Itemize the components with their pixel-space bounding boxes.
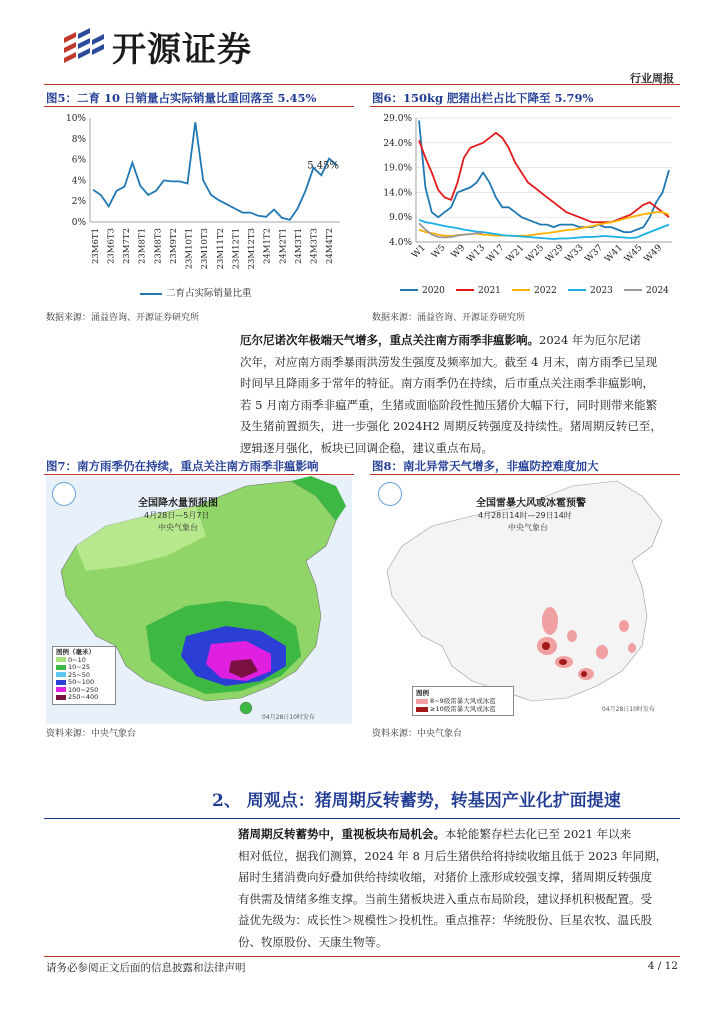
x-tick-label: W49	[642, 243, 665, 265]
x-tick-label: 23M8T3	[153, 228, 164, 265]
fig8-title-rule	[370, 474, 680, 475]
y-tick-label: 19.0%	[383, 163, 412, 174]
y-tick-label: 9.0%	[389, 213, 412, 224]
fig6-legend-label: 2020	[422, 286, 445, 296]
series-line-二育占实际销量比重	[93, 122, 337, 220]
legend-swatch	[416, 699, 428, 704]
x-tick-label: W29	[544, 243, 566, 265]
header-divider	[44, 84, 680, 85]
legend-swatch	[416, 707, 428, 712]
fig6-source: 数据来源：涌益咨询、开源证券研究所	[372, 313, 526, 323]
x-tick-label: 23M8T1	[137, 228, 148, 265]
report-type: 行业周报	[630, 72, 674, 85]
x-tick-label: 23M11T2	[215, 228, 226, 270]
legend-label: 8~9级雷暴大风或冰雹	[430, 697, 496, 705]
x-tick-label: W37	[583, 243, 606, 265]
fig7-map-title: 全国降水量预报图	[138, 498, 218, 509]
footer-disclaimer: 请务必参阅正文后面的信息披露和法律声明	[46, 962, 246, 974]
paragraph-line: 益优先级为：成长性＞规模性＞投机性。重点推荐：华统股份、巨星农牧、温氏股	[238, 913, 652, 928]
x-tick-label: 23M12T1	[231, 228, 242, 270]
y-tick-label: 4%	[71, 176, 86, 187]
fig7-legend-title: 图例（毫米）	[56, 648, 95, 656]
fig8-map-legend	[412, 686, 514, 716]
x-tick-label: 24M3T1	[293, 228, 304, 265]
x-tick-label: 24M4T2	[325, 228, 336, 265]
y-tick-label: 24.0%	[383, 138, 412, 149]
x-tick-label: W5	[429, 243, 448, 261]
x-tick-label: 23M7T2	[122, 228, 133, 265]
paragraph-line: 次年，对应南方雨季暴雨洪涝发生强度及频率加大。截至 4 月末，南方雨季已呈现	[240, 354, 658, 369]
x-tick-label: 23M6T3	[106, 228, 117, 265]
paragraph-line: 时间早且降雨多于常年的特征。南方雨季仍在持续，后市重点关注雨季非瘟影响，	[240, 376, 654, 391]
y-tick-label: 2%	[71, 197, 86, 208]
paragraph-line: 本轮能繁存栏去化已至 2021 年以来	[445, 827, 632, 841]
x-tick-label: W21	[504, 243, 527, 265]
fig7-title-rule	[44, 474, 354, 475]
x-tick-label: 24M3T3	[309, 228, 320, 265]
legend-swatch	[56, 665, 66, 670]
legend-label: 250~400	[68, 693, 99, 701]
footer-divider	[44, 956, 680, 957]
x-tick-label: W9	[449, 243, 468, 261]
x-tick-label: 23M10T3	[200, 228, 211, 270]
fig8-legend-title: 图例	[416, 689, 429, 697]
company-logo	[60, 24, 106, 64]
fig7-map-legend	[52, 646, 116, 705]
x-tick-label: 23M10T1	[184, 228, 195, 270]
fig6-title: 图6：150kg 肥猪出栏占比下降至 5.79%	[372, 91, 594, 105]
fig6-legend-label: 2024	[646, 286, 669, 296]
fig6-legend-label: 2022	[534, 286, 557, 296]
legend-label: ≥10级雷暴大风或冰雹	[430, 705, 496, 713]
y-tick-label: 0%	[71, 218, 86, 228]
paragraph-line: 相对低位，据我们测算，2024 年 8 月后生猪供给将持续收缩且低于 2023 年同期，	[238, 848, 668, 863]
fig8-source: 资料来源：中央气象台	[372, 729, 463, 739]
x-tick-label: 23M6T1	[90, 228, 101, 265]
fig6-title-rule	[370, 106, 680, 107]
paragraph-line: 份、牧原股份、天康生物等。	[238, 934, 388, 949]
x-tick-label: W45	[622, 243, 645, 265]
series-line-2021	[419, 133, 669, 222]
fig6-legend-label: 2021	[478, 286, 501, 296]
fig5-title-rule	[44, 106, 354, 107]
legend-label: 25~50	[68, 670, 90, 679]
paragraph-line: 有供需及情绪多维支撑。当前生猪板块进入重点布局阶段，建议择机积极配置。受	[238, 891, 652, 906]
series-line-2020	[419, 121, 669, 233]
fig6-line-chart	[370, 108, 682, 304]
fig5-legend	[140, 285, 252, 299]
legend-swatch	[56, 657, 66, 662]
y-tick-label: 14.0%	[383, 188, 412, 199]
fig5-line-chart	[44, 108, 356, 304]
legend-swatch	[56, 680, 66, 685]
paragraph-el-nino	[240, 330, 680, 460]
legend-swatch	[56, 695, 66, 700]
x-tick-label: W17	[485, 243, 507, 265]
company-name: 开源证券	[112, 30, 252, 70]
paragraph-pig-cycle	[46, 824, 680, 954]
legend-label: 0~10	[68, 655, 86, 664]
paragraph-line: 届时生猪消费向好叠加供给持续收缩，对猪价上涨形成较强支撑，猪周期反转强度	[238, 870, 652, 885]
fig5-source: 数据来源：涌益咨询、开源证券研究所	[46, 313, 200, 323]
y-tick-label: 10%	[65, 114, 86, 124]
section-title: 2、 周观点：猪周期反转蓄势，转基因产业化扩面提速	[212, 791, 621, 811]
fig6-legend-label: 2023	[590, 286, 613, 296]
y-tick-label: 8%	[71, 134, 86, 145]
fig8-map-date: 4月28日14时—29日14时	[478, 511, 572, 520]
x-tick-label: W25	[524, 243, 547, 265]
paragraph-lead: 厄尔尼诺次年极端天气增多，重点关注南方雨季非瘟影响。	[240, 333, 539, 347]
fig7-title: 图7：南方雨季仍在持续，重点关注南方雨季非瘟影响	[46, 459, 319, 473]
fig7-map-org: 中央气象台	[158, 523, 198, 532]
x-tick-label: W13	[465, 243, 488, 265]
fig5-annotation: 5.45%	[307, 160, 339, 172]
x-tick-label: W33	[563, 243, 586, 265]
paragraph-line: 2024 年为厄尔尼诺	[539, 333, 641, 347]
legend-swatch	[56, 687, 66, 692]
legend-item	[416, 697, 510, 705]
fig7-source: 资料来源：中央气象台	[46, 729, 137, 739]
fig8-map	[372, 476, 678, 724]
fig5-legend-swatch	[140, 293, 162, 295]
legend-item	[56, 694, 112, 702]
y-tick-label: 4.0%	[389, 238, 412, 248]
fig8-map-stamp: 04月28日10时发布	[602, 706, 655, 713]
legend-item	[416, 705, 510, 713]
paragraph-line: 若 5 月南方雨季非瘟严重，生猪或面临阶段性抛压猪价大幅下行，同时則带来能繁	[240, 397, 658, 412]
paragraph-lead: 猪周期反转蓄势中，重视板块布局机会。	[238, 827, 445, 841]
section-divider	[44, 818, 680, 819]
paragraph-line: 及生猪前置损失，进一步强化 2024H2 周期反转强度及持续性。猪周期反转已至，	[240, 419, 662, 434]
y-tick-label: 6%	[71, 155, 86, 166]
legend-label: 100~250	[68, 685, 99, 694]
fig7-map-stamp: 04月28日10时发布	[262, 714, 315, 721]
fig8-map-title: 全国雷暴大风或冰雹预警	[476, 498, 586, 509]
fig8-logo-icon	[378, 482, 402, 506]
x-tick-label: 24M2T1	[278, 228, 289, 265]
legend-label: 50~100	[68, 678, 95, 686]
fig8-title: 图8：南北异常天气增多，非瘟防控难度加大	[372, 459, 599, 473]
x-tick-label: 23M12T3	[247, 228, 258, 270]
fig5-title: 图5：二育 10 日销量占实际销量比重回落至 5.45%	[46, 91, 317, 105]
x-tick-label: 24M1T2	[262, 228, 273, 265]
legend-label: 10~25	[68, 663, 90, 671]
fig8-map-org: 中央气象台	[508, 523, 548, 532]
x-tick-label: W1	[410, 243, 428, 261]
paragraph-line: 逻辑逐月强化，板块已回调企稳，建议重点布局。	[240, 440, 493, 455]
legend-swatch	[56, 672, 66, 677]
fig7-map	[46, 476, 352, 724]
page-number: 4 / 12	[647, 960, 678, 972]
fig5-legend-label: 二育占实际销量比重	[166, 288, 252, 299]
fig7-map-date: 4月28日—5月7日	[144, 511, 210, 520]
logo-mark-icon	[60, 24, 106, 64]
x-tick-label: 23M9T2	[168, 228, 179, 265]
x-tick-label: W41	[603, 243, 625, 265]
y-tick-label: 29.0%	[383, 114, 412, 124]
fig7-logo-icon	[52, 482, 76, 506]
